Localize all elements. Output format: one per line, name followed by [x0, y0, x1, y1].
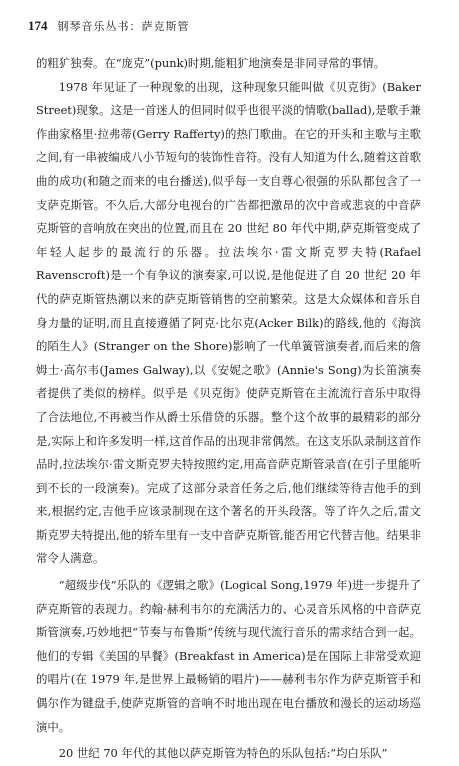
paragraph-continuation: 的粗犷独奏。在“庞克”(punk)时期,能粗犷地演奏是非同寻常的事情。: [36, 56, 386, 70]
paragraph-logical-song: “超级步伐”乐队的《逻辑之歌》(Logical Song,1979 年)进一步提升了萨克斯管的表现力。约翰·赫利韦尔的充满活力的、心灵音乐风格的中音萨克斯管演奏,巧妙地把“节奏与布鲁斯”传统与现代流行音乐的需求结合到一起。他们的专辑《美国的早餐》(Breakfast in America)是在国际上非常受欢迎的唱片(在 1979 年,是世界上最畅销的唱片)——赫利韦尔作为萨克斯管手和偶尔作为键盘手,使萨克斯管的音响不时地出现在电台播放和漫长的运动场巡演中。: [36, 578, 421, 734]
running-header: [28, 18, 431, 34]
body-text: [36, 52, 421, 766]
page-number: 174: [28, 18, 48, 33]
paragraph-70s-bands: 20 世纪 70 年代的其他以萨克斯管为特色的乐队包括:“均白乐队”: [58, 746, 388, 761]
series-title: 钢琴音乐丛书：萨克斯管: [57, 20, 190, 33]
paragraph-baker-street: 1978 年见证了一种现象的出现，这种现象只能叫做《贝克街》(Baker Street)现象。这是一首迷人的但同时似乎也很平淡的情歌(ballad),是歌手兼作曲家格里·拉弗蒂(Gerry Rafferty)的热门歌曲。在它的开头和主歌与主歌之间,有一串被编成八小节短句的装饰性音符。没有人知道为什么,随着这首歌曲的成功(和随之而来的电台播送),似乎每一支自尊心很强的乐队都包含了一支萨克斯管。不久后,大部分电视台的广告都把激昂的次中音或悲哀的中音萨克斯管的音响放在突出的位置,而且在 20 世纪 80 年代中期,萨克斯管变成了年轻人起步的最流行的乐器。拉法埃尔·雷文斯克罗夫特(Rafael Ravenscroft)是一个有争议的演奏家,可以说,是他促进了自 20 世纪 20 年代的萨克斯管热潮以来的萨克斯管销售的空前繁荣。这是大众媒体和音乐自身力量的证明,而且直接遵循了阿克·比尔克(Acker Bilk)的路线,他的《海滨的陌生人》(Stranger on the Shore)影响了一代单簧管演奏者,而后来的詹姆士·高尔韦(James Galway),以《安妮之歌》(Annie's Song)为长笛演奏者提供了类似的榜样。似乎是《贝克街》使萨克斯管在主流流行音乐中取得了合法地位,不再被当作从爵士乐借贷的乐器。整个这个故事的最精彩的部分是,实际上和许多发明一样,这首作品的出现非常偶然。在这支乐队录制这首作品时,拉法埃尔·雷文斯克罗夫特按照约定,用高音萨克斯管录音(在引子里能听到不长的一段演奏)。完成了这部分录音任务之后,他们继续等待吉他手的到来,根据约定,吉他手应该录制现在这个著名的开头段落。等了许久之后,雷文斯克罗夫特提出,他的轿车里有一支中音萨克斯管,能否用它代替吉他。结果非常令人满意。: [36, 79, 421, 566]
